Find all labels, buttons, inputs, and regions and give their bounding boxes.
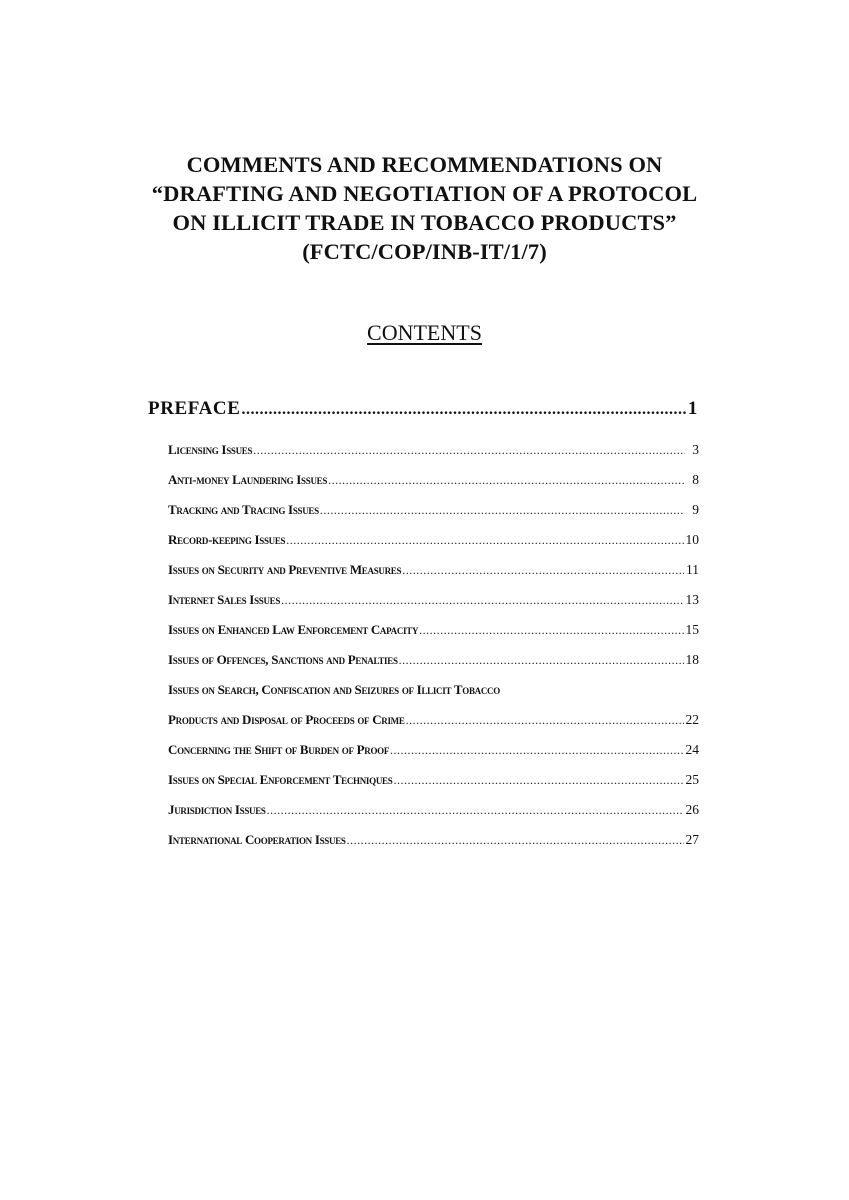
toc-page-number: 18	[685, 652, 699, 667]
toc-entry-label: Record-keeping Issues	[168, 532, 286, 547]
toc-entry-label: Issues of Offences, Sanctions and Penalties	[168, 652, 398, 667]
toc-entry-label: International Cooperation Issues	[168, 832, 346, 847]
dot-leader	[267, 803, 684, 818]
toc-entry[interactable]	[168, 472, 699, 488]
dot-leader	[406, 713, 684, 728]
dot-leader	[419, 623, 683, 638]
dot-leader	[281, 593, 683, 608]
toc-entry-label: Issues on Security and Preventive Measures	[168, 562, 402, 577]
toc-page-number: 22	[685, 712, 699, 727]
toc-page-number: 26	[685, 802, 699, 817]
toc-entry[interactable]	[168, 652, 699, 668]
toc-page-number: 27	[685, 832, 699, 847]
dot-leader	[390, 743, 683, 758]
title-line: COMMENTS AND RECOMMENDATIONS ON	[186, 152, 663, 177]
toc-entry-label: Internet Sales Issues	[168, 592, 281, 607]
contents-heading: CONTENTS	[367, 320, 482, 345]
dot-leader	[393, 773, 683, 788]
toc-page-number: 3	[692, 442, 699, 457]
toc-entry[interactable]	[168, 622, 699, 638]
toc-entry[interactable]	[168, 772, 699, 788]
toc-entry-label: Issues on Special Enforcement Techniques	[168, 772, 393, 787]
title-line: (FCTC/COP/INB-IT/1/7)	[302, 239, 547, 264]
toc-entry[interactable]	[168, 502, 699, 518]
toc-entry-label: Jurisdiction Issues	[168, 802, 266, 817]
toc-entry[interactable]	[168, 832, 699, 848]
toc-entry[interactable]	[168, 532, 699, 548]
toc-page-number: 24	[685, 742, 699, 757]
toc-entry-preface[interactable]	[148, 398, 698, 420]
dot-leader	[253, 443, 685, 458]
toc-page-number: 10	[685, 532, 699, 547]
toc-entry[interactable]	[168, 682, 699, 698]
toc-entry-label: Products and Disposal of Proceeds of Crime	[168, 712, 405, 727]
toc-entry-label: Issues on Search, Confiscation and Seizures of Illicit Tobacco	[168, 682, 500, 697]
dot-leader	[320, 503, 685, 518]
toc-page-number: 13	[685, 592, 699, 607]
dot-leader	[328, 473, 685, 488]
toc-page-number: 8	[692, 472, 699, 487]
toc-page-number: 1	[687, 398, 698, 419]
title-line: “DRAFTING AND NEGOTIATION OF A PROTOCOL	[151, 181, 698, 206]
toc-entry-label: Licensing Issues	[168, 442, 253, 457]
toc-entry-label: Anti-money Laundering Issues	[168, 472, 328, 487]
toc-page-number: 9	[692, 502, 699, 517]
toc-page-number: 11	[686, 562, 699, 577]
toc-entry[interactable]	[168, 802, 699, 818]
title-line: ON ILLICIT TRADE IN TOBACCO PRODUCTS”	[172, 210, 677, 235]
dot-leader	[399, 653, 684, 668]
toc-entry-label: PREFACE	[148, 398, 241, 419]
toc-entry[interactable]	[168, 562, 699, 578]
dot-leader	[347, 833, 684, 848]
toc-entry-label: Concerning the Shift of Burden of Proof	[168, 742, 390, 757]
toc-entry[interactable]	[168, 712, 699, 728]
toc-entry[interactable]	[168, 592, 699, 608]
toc-entry[interactable]	[168, 742, 699, 758]
toc-entry-label: Tracking and Tracing Issues	[168, 502, 319, 517]
dot-leader	[286, 533, 683, 548]
dot-leader	[242, 401, 686, 419]
dot-leader	[402, 563, 684, 578]
toc-entry[interactable]	[168, 442, 699, 458]
toc-entry-label: Issues on Enhanced Law Enforcement Capacity	[168, 622, 419, 637]
toc-page-number: 25	[685, 772, 699, 787]
toc-page-number: 15	[685, 622, 699, 637]
